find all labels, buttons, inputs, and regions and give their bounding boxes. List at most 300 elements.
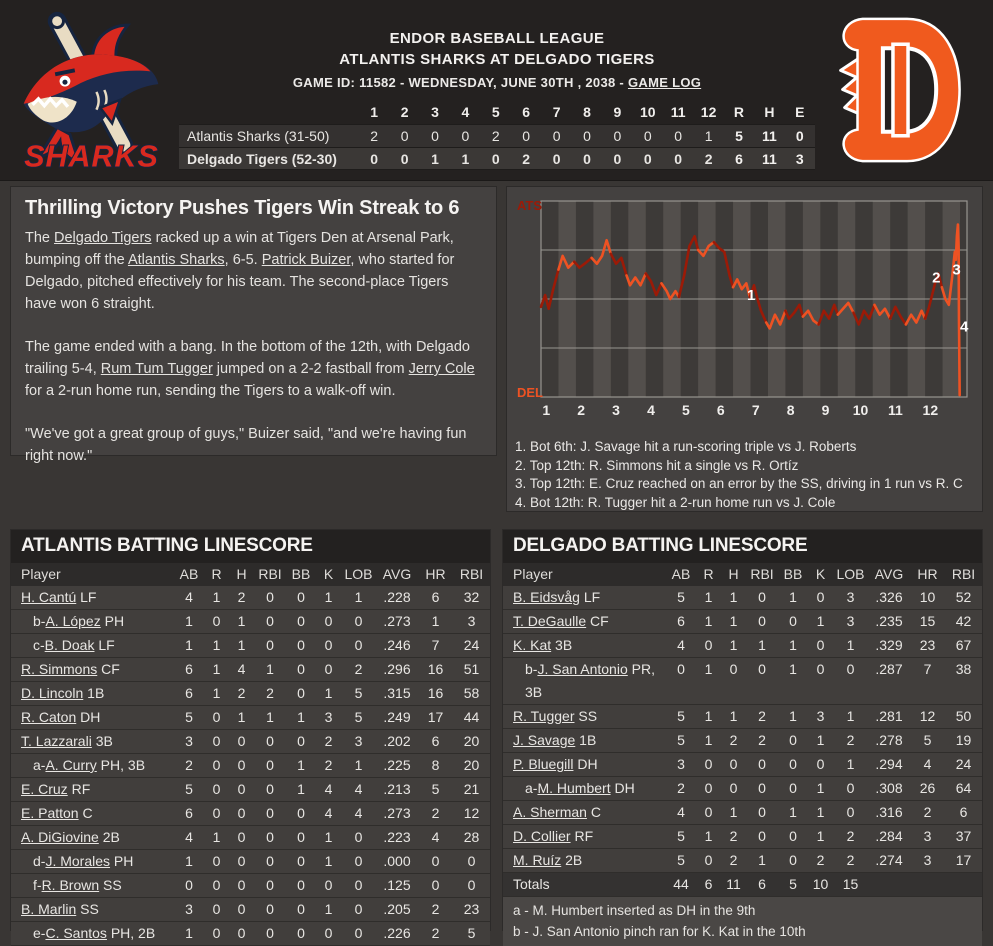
player-cell: B. Eidsvåg LF <box>513 589 601 605</box>
stat-cell: 17 <box>427 709 444 725</box>
stat-cell: 2 <box>729 828 738 844</box>
stat-cell: 0 <box>212 901 221 917</box>
totals-label: Totals <box>513 876 550 892</box>
article-paragraph: "We've got a great group of guys," Buizer said, "and we're having fun right now." <box>25 426 467 464</box>
table-row <box>11 898 490 922</box>
table-row <box>503 777 982 801</box>
stat-cell: 4 <box>354 781 363 797</box>
stat-cell: 0 <box>212 613 221 629</box>
stat-cell: .274 <box>875 852 903 868</box>
stat-cell: 50 <box>955 708 972 724</box>
stat-cell: 0 <box>816 589 825 605</box>
column-header: K <box>323 566 334 582</box>
player-link[interactable]: R. Simmons <box>21 661 98 677</box>
stat-cell: 0 <box>846 804 855 820</box>
y-axis-home-label: DEL <box>517 385 543 400</box>
column-header: BB <box>291 566 311 582</box>
inning-score: 0 <box>583 151 591 167</box>
stat-cell: 1 <box>816 780 825 796</box>
column-header: AVG <box>874 566 904 582</box>
stat-cell: 0 <box>704 852 713 868</box>
inning-score: 2 <box>491 128 500 144</box>
stat-cell: .235 <box>875 613 903 629</box>
team-name[interactable]: Delgado Tigers (52-30) <box>187 151 337 167</box>
stat-cell: .294 <box>875 756 903 772</box>
column-header: RBI <box>951 566 976 582</box>
player-cell: A. DiGiovine 2B <box>21 829 120 845</box>
inning-score: 1 <box>431 151 439 167</box>
stat-cell: 20 <box>463 757 480 773</box>
column-header: LOB <box>836 566 865 582</box>
stat-cell: .223 <box>383 829 411 845</box>
player-link[interactable]: D. Lincoln <box>21 685 84 701</box>
summary-score: 11 <box>761 128 777 144</box>
stat-cell: .202 <box>383 733 411 749</box>
x-axis-tick: 5 <box>682 402 690 418</box>
stat-cell: 2 <box>324 733 333 749</box>
game-log-link[interactable]: GAME LOG <box>627 75 702 90</box>
stat-cell: 8 <box>431 757 440 773</box>
column-header: K <box>815 566 826 582</box>
stat-cell: 3 <box>846 613 855 629</box>
stat-cell: 0 <box>758 780 766 796</box>
stat-cell: 0 <box>846 661 855 677</box>
inning-score: 2 <box>522 151 531 167</box>
stat-cell: .273 <box>383 613 411 629</box>
stat-cell: 1 <box>704 661 713 677</box>
stat-cell: .284 <box>875 828 903 844</box>
inning-score: 0 <box>370 151 379 167</box>
stat-cell: 1 <box>324 685 333 701</box>
stat-cell: .226 <box>383 925 411 941</box>
table-row <box>11 802 490 826</box>
stat-cell: 1 <box>704 828 713 844</box>
player-link[interactable]: Rum Tum Tugger <box>100 361 213 377</box>
stat-cell: 2 <box>846 828 855 844</box>
article-paragraph: The Delgado Tigers racked up a win at Tigers Den at Arsenal Park, bumping off the Atlantis Sharks, 6-5. Patrick Buizer, who started for Delgado, pitched effectively for his team. The second-place Tigers have won 6 straight. <box>25 230 455 312</box>
stat-cell: .246 <box>383 637 411 653</box>
stat-cell: 0 <box>704 804 713 820</box>
column-header: BB <box>783 566 803 582</box>
stat-cell: 0 <box>297 733 305 749</box>
inning-score: 0 <box>613 128 622 144</box>
player-link[interactable]: P. Bluegill <box>513 756 574 772</box>
stat-cell: .315 <box>383 685 411 701</box>
summary-score: 6 <box>735 151 743 167</box>
stat-cell: 1 <box>354 589 363 605</box>
stat-cell: 12 <box>463 805 480 821</box>
player-link[interactable]: B. Doak <box>44 637 95 653</box>
stat-cell: 0 <box>212 925 221 941</box>
stat-cell: 0 <box>266 589 274 605</box>
stat-cell: 0 <box>324 661 333 677</box>
stat-cell: 0 <box>354 829 363 845</box>
column-header: Player <box>21 566 61 582</box>
stat-cell: 0 <box>816 637 825 653</box>
player-link[interactable]: H. Cantú <box>21 589 77 605</box>
player-cell: P. Bluegill DH <box>513 756 598 772</box>
table-row <box>11 850 490 874</box>
stat-cell: 2 <box>324 757 333 773</box>
table-row <box>503 610 982 634</box>
stat-cell: 0 <box>324 613 333 629</box>
stat-cell: 0 <box>266 925 274 941</box>
stat-cell: 1 <box>212 829 221 845</box>
stat-cell: 1 <box>297 781 305 797</box>
stat-cell: 3 <box>677 756 685 772</box>
stat-cell: 0 <box>789 852 797 868</box>
inning-header: 5 <box>491 104 500 120</box>
sharks-team-logo[interactable] <box>6 4 178 176</box>
stat-cell: 0 <box>237 853 246 869</box>
stat-cell: 64 <box>955 780 972 796</box>
summary-header: R <box>733 104 745 120</box>
stat-cell: 1 <box>816 613 825 629</box>
stat-cell: 15 <box>842 876 859 892</box>
stat-cell: 6 <box>185 661 193 677</box>
inning-header: 2 <box>400 104 409 120</box>
stat-cell: 2 <box>237 589 246 605</box>
game-info <box>179 75 815 90</box>
player-link[interactable]: M. Humbert <box>537 780 611 796</box>
stat-cell: 0 <box>758 828 766 844</box>
player-link[interactable]: R. Tugger <box>513 708 575 724</box>
stat-cell: 3 <box>467 613 476 629</box>
inning-score: 0 <box>552 128 561 144</box>
shark-dorsal-fin <box>92 25 127 58</box>
table-footnotes <box>503 897 982 946</box>
stat-cell: 5 <box>185 781 193 797</box>
chart-note: 4. Bot 12th: R. Tugger hit a 2-run home run vs J. Cole <box>515 494 836 510</box>
stat-cell: 2 <box>185 757 193 773</box>
player-link[interactable]: R. Caton <box>21 709 77 725</box>
inning-score: 0 <box>613 151 622 167</box>
stat-cell: 44 <box>463 709 480 725</box>
stat-cell: 0 <box>729 780 738 796</box>
inning-header: 9 <box>613 104 622 120</box>
stat-cell: 6 <box>431 733 440 749</box>
x-axis-tick: 4 <box>647 402 655 418</box>
stat-cell: 1 <box>704 732 713 748</box>
stat-cell: 2 <box>431 925 440 941</box>
stat-cell: 3 <box>816 708 825 724</box>
player-link[interactable]: A. DiGiovine <box>21 829 99 845</box>
footnote: a - M. Humbert inserted as DH in the 9th <box>513 903 756 918</box>
stat-cell: 5 <box>677 828 685 844</box>
stat-cell: 0 <box>266 613 274 629</box>
table-row <box>503 705 982 729</box>
stat-cell: 4 <box>677 637 685 653</box>
stat-cell: .281 <box>875 708 903 724</box>
chart-notes <box>515 438 974 512</box>
column-header: HR <box>917 566 938 582</box>
x-axis-tick: 7 <box>751 402 760 418</box>
chart-event-marker: 1 <box>747 287 756 305</box>
chart-note: 1. Bot 6th: J. Savage hit a run-scoring triple vs J. Roberts <box>515 439 857 454</box>
stat-cell: 0 <box>789 828 797 844</box>
column-header: HR <box>425 566 446 582</box>
stat-cell: 24 <box>463 637 480 653</box>
column-header: H <box>236 566 247 582</box>
stat-cell: 5 <box>677 732 685 748</box>
stat-cell: 0 <box>297 901 305 917</box>
linescore-team-row <box>179 147 815 170</box>
inning-score: 0 <box>674 128 683 144</box>
stat-cell: .278 <box>875 732 903 748</box>
win-probability-panel <box>506 186 983 512</box>
stat-cell: 0 <box>324 877 333 893</box>
player-link[interactable]: A. Curry <box>45 757 97 773</box>
stat-cell: 1 <box>704 708 713 724</box>
stat-cell: 0 <box>297 925 305 941</box>
stat-cell: 0 <box>467 853 476 869</box>
x-axis-tick: 3 <box>612 402 620 418</box>
table-row <box>11 874 490 898</box>
stat-cell: 2 <box>758 732 766 748</box>
stat-cell: 5 <box>467 925 476 941</box>
column-header: RBI <box>459 566 484 582</box>
column-header: AB <box>671 566 691 582</box>
table-row <box>11 682 490 706</box>
stat-cell: 3 <box>354 733 363 749</box>
stat-cell: 4 <box>324 781 333 797</box>
stat-cell: 1 <box>185 853 193 869</box>
stat-cell: 0 <box>237 733 246 749</box>
stat-cell: 0 <box>212 805 221 821</box>
player-link[interactable]: A. López <box>45 613 101 629</box>
stat-cell: 1 <box>266 709 274 725</box>
stat-cell: 4 <box>185 829 193 845</box>
x-axis-tick: 6 <box>716 402 725 418</box>
inning-score: 1 <box>704 128 713 144</box>
player-link[interactable]: E. Patton <box>21 805 79 821</box>
player-link[interactable]: B. Marlin <box>21 901 77 917</box>
player-cell: a-A. Curry PH, 3B <box>33 757 146 773</box>
stat-cell: .316 <box>875 804 903 820</box>
stat-cell: 0 <box>789 780 797 796</box>
inning-header: 7 <box>552 104 561 120</box>
stat-cell: .296 <box>383 661 411 677</box>
stat-cell: 0 <box>212 757 221 773</box>
stat-cell: 5 <box>677 852 685 868</box>
stat-cell: 1 <box>729 708 738 724</box>
stat-cell: 6 <box>758 876 766 892</box>
stat-cell: 4 <box>237 661 246 677</box>
stat-cell: 6 <box>431 589 440 605</box>
inning-score: 0 <box>491 151 500 167</box>
stat-cell: 0 <box>816 756 825 772</box>
stat-cell: 0 <box>297 685 305 701</box>
stat-cell: 0 <box>846 780 855 796</box>
stat-cell: 1 <box>789 637 797 653</box>
inning-score: 0 <box>552 151 561 167</box>
stat-cell: 23 <box>919 637 936 653</box>
stat-cell: 2 <box>758 708 766 724</box>
player-link[interactable]: R. Brown <box>41 877 100 893</box>
player-link[interactable]: C. Santos <box>45 925 107 941</box>
table-row <box>11 754 490 778</box>
inning-score: 0 <box>431 128 439 144</box>
stat-cell: .249 <box>383 709 411 725</box>
stat-cell: 2 <box>266 685 274 701</box>
stat-cell: 0 <box>297 805 305 821</box>
player-link[interactable]: D. Collier <box>513 828 571 844</box>
stat-cell: 38 <box>955 661 972 677</box>
stat-cell: 10 <box>919 589 936 605</box>
x-axis-tick: 1 <box>542 402 551 418</box>
stat-cell: 0 <box>758 756 766 772</box>
stat-cell: 1 <box>816 804 825 820</box>
batting-table-delgado <box>502 529 983 939</box>
stat-cell: 1 <box>431 613 440 629</box>
stat-cell: 1 <box>185 613 193 629</box>
player-cell: M. Ruíz 2B <box>513 852 583 868</box>
stat-cell: 2 <box>677 780 685 796</box>
team-name[interactable]: Atlantis Sharks (31-50) <box>187 128 330 144</box>
stat-cell: 2 <box>923 804 932 820</box>
stat-cell: 2 <box>729 852 738 868</box>
table-title: DELGADO BATTING LINESCORE <box>503 530 982 563</box>
inning-header: 1 <box>370 104 379 120</box>
stat-cell: 1 <box>237 709 246 725</box>
stat-cell: 1 <box>212 589 221 605</box>
column-header: H <box>728 566 739 582</box>
stat-cell: 0 <box>212 709 221 725</box>
summary-header: H <box>764 104 775 120</box>
stat-cell: 1 <box>729 637 738 653</box>
x-axis-tick: 12 <box>922 402 939 418</box>
player-link[interactable]: K. Kat <box>513 637 552 653</box>
stat-cell: 3 <box>923 852 932 868</box>
stat-cell: 2 <box>729 732 738 748</box>
summary-header: E <box>795 104 805 120</box>
summary-score: 3 <box>795 151 804 167</box>
inning-score: 0 <box>400 128 409 144</box>
stat-cell: 0 <box>354 877 363 893</box>
recap-article-panel <box>10 186 497 464</box>
player-cell: D. Collier RF <box>513 828 594 844</box>
table-row <box>503 825 982 849</box>
player-link[interactable]: J. San Antonio <box>537 661 628 677</box>
table-row <box>11 778 490 802</box>
player-link[interactable]: Patrick Buizer <box>261 252 351 268</box>
x-axis-tick: 11 <box>888 402 903 418</box>
stat-cell: 2 <box>846 852 855 868</box>
player-link[interactable]: A. Sherman <box>513 804 587 820</box>
player-link[interactable]: M. Ruíz <box>513 852 562 868</box>
player-link[interactable]: T. DeGaulle <box>513 613 587 629</box>
stat-cell: 4 <box>354 805 363 821</box>
stat-cell: 67 <box>955 637 972 653</box>
player-link[interactable]: Delgado Tigers <box>54 230 152 246</box>
player-cell: T. DeGaulle CF <box>513 613 609 629</box>
chart-note: 2. Top 12th: R. Simmons hit a single vs R. Ortíz <box>515 457 799 473</box>
stat-cell: 0 <box>185 877 193 893</box>
stat-cell: 4 <box>185 589 193 605</box>
sharks-wordmark: SHARKS <box>24 139 159 174</box>
table-header-row <box>11 563 490 586</box>
player-link[interactable]: J. Savage <box>513 732 576 748</box>
stat-cell: 1 <box>789 708 797 724</box>
stat-cell: 1 <box>324 589 333 605</box>
player-link[interactable]: E. Cruz <box>21 781 68 797</box>
linescore-table <box>179 101 815 170</box>
player-link[interactable]: B. Eidsvåg <box>513 589 580 605</box>
stat-cell: 0 <box>758 589 766 605</box>
inning-score: 0 <box>400 151 409 167</box>
table-row <box>11 826 490 850</box>
stat-cell: 1 <box>846 708 855 724</box>
stat-cell: 1 <box>704 589 713 605</box>
stat-cell: 1 <box>212 637 221 653</box>
stat-cell: 0 <box>704 756 713 772</box>
player-cell: E. Patton C <box>21 805 93 821</box>
stat-cell: .228 <box>383 589 411 605</box>
chart-event-marker: 3 <box>952 261 961 279</box>
stat-cell: 3 <box>846 589 855 605</box>
stat-cell: 17 <box>955 852 972 868</box>
stat-cell: 0 <box>266 637 274 653</box>
inning-score: 0 <box>643 128 652 144</box>
stat-cell: 1 <box>729 613 738 629</box>
stat-cell: 44 <box>673 876 689 892</box>
tigers-team-logo[interactable] <box>817 2 985 178</box>
stat-cell: 0 <box>297 613 305 629</box>
column-header: R <box>703 566 714 582</box>
stat-cell: 0 <box>729 756 738 772</box>
stat-cell: 6 <box>959 804 968 820</box>
table-row <box>503 849 982 873</box>
league-title: ENDOR BASEBALL LEAGUE <box>389 30 605 47</box>
inning-header: 3 <box>431 104 439 120</box>
stat-cell: 0 <box>212 781 221 797</box>
stat-cell: 11 <box>726 876 741 892</box>
inning-score: 2 <box>704 151 713 167</box>
inning-score: 0 <box>461 128 470 144</box>
stat-cell: 6 <box>704 876 713 892</box>
stat-cell: 4 <box>923 756 932 772</box>
summary-score: 5 <box>735 128 743 144</box>
article-paragraph: The game ended with a bang. In the bottom of the 12th, with Delgado trailing 5-4, Rum Tum Tugger jumped on a 2-2 fastball from Jerry Cole for a 2-run home run, sending the Tigers to a walk-off win. <box>25 339 475 399</box>
player-link[interactable]: Atlantis Sharks <box>127 252 225 268</box>
stat-cell: 0 <box>297 829 305 845</box>
column-header: Player <box>513 566 553 582</box>
stat-cell: 1 <box>237 613 246 629</box>
stat-cell: 0 <box>704 637 713 653</box>
summary-score: 11 <box>761 151 777 167</box>
stat-cell: 7 <box>431 637 440 653</box>
stat-cell: 4 <box>431 829 440 845</box>
player-cell: T. Lazzarali 3B <box>21 733 113 749</box>
column-header: RBI <box>750 566 774 582</box>
stat-cell: 1 <box>297 709 305 725</box>
player-link[interactable]: T. Lazzarali <box>21 733 92 749</box>
chart-note: 3. Top 12th: E. Cruz reached on an error by the SS, driving in 1 run vs R. C <box>515 476 963 491</box>
player-link[interactable]: J. Morales <box>45 853 111 869</box>
stat-cell: 0 <box>297 661 305 677</box>
stat-cell: 7 <box>923 661 932 677</box>
player-cell: e-C. Santos PH, 2B <box>33 925 156 941</box>
stat-cell: 1 <box>266 661 274 677</box>
stat-cell: 2 <box>431 901 440 917</box>
inning-header: 11 <box>670 104 686 120</box>
stat-cell: 0 <box>237 781 246 797</box>
totals-row <box>503 873 982 897</box>
player-link[interactable]: Jerry Cole <box>408 361 475 377</box>
stat-cell: 58 <box>463 685 480 701</box>
stat-cell: 4 <box>324 805 333 821</box>
stat-cell: 0 <box>266 901 274 917</box>
